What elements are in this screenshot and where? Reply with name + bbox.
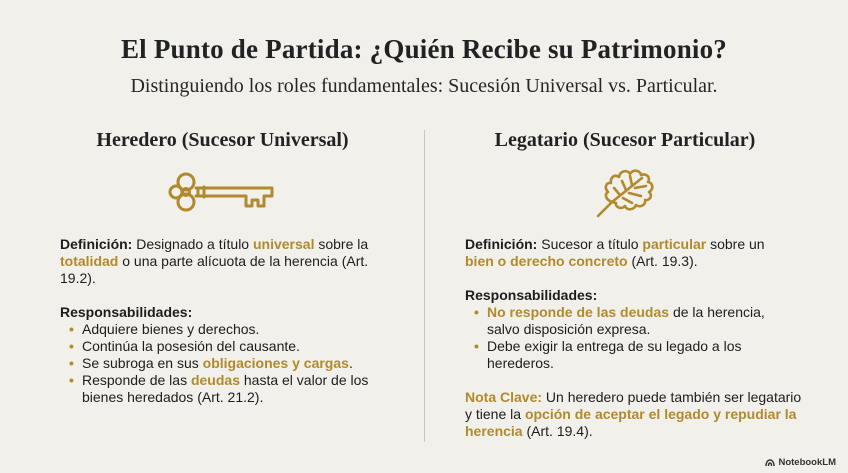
- heir-definition: [60, 236, 390, 287]
- list-item: • Se subroga en sus obligaciones y cargas.: [60, 355, 390, 372]
- list-item: • No responde de las deudas de la herencia, salvo disposición expresa.: [465, 304, 810, 338]
- responsibilities-label: Responsabilidades:: [60, 304, 193, 320]
- page-title: El Punto de Partida: ¿Quién Recibe su Patrimonio?: [120, 34, 728, 64]
- brand-label: NotebookLM: [778, 457, 836, 468]
- list-item: • Responde de las deudas hasta el valor de los bienes heredados (Art. 21.2).: [60, 372, 390, 406]
- key-note: [465, 389, 815, 440]
- definition-label: Definición:: [60, 236, 133, 252]
- definition-text: (Art. 19.3).: [627, 253, 698, 269]
- definition-text: sobre un: [706, 236, 765, 252]
- heir-responsibilities: [60, 304, 390, 406]
- list-item: • Adquiere bienes y derechos.: [60, 321, 390, 338]
- notebooklm-logo-icon: [765, 459, 775, 467]
- heir-heading: Heredero (Sucesor Universal): [96, 129, 349, 151]
- highlight-bien-concreto: bien o derecho concreto: [465, 253, 628, 269]
- highlight-universal: universal: [252, 236, 315, 252]
- oak-leaf-icon: [592, 164, 660, 225]
- definition-text: Sucesor a título: [537, 236, 643, 252]
- list-item: • Continúa la posesión del causante.: [60, 338, 390, 355]
- note-text: (Art. 19.4).: [522, 423, 593, 439]
- page-subtitle: Distinguiendo los roles fundamentales: Sucesión Universal vs. Particular.: [130, 75, 718, 97]
- highlight-totalidad: totalidad: [60, 253, 119, 269]
- definition-text: Designado a título: [132, 236, 253, 252]
- column-divider: [424, 130, 425, 442]
- definition-text: sobre la: [314, 236, 369, 252]
- brand-watermark: [765, 457, 836, 468]
- legatee-heading: Legatario (Sucesor Particular): [494, 129, 756, 151]
- definition-text: 19.2).: [60, 270, 96, 286]
- heir-responsibility-list: [60, 321, 390, 406]
- note-text: Un heredero puede también ser legatario: [542, 389, 802, 405]
- highlight-option: opción de aceptar el legado y repudiar la: [524, 406, 797, 422]
- key-icon: [168, 168, 276, 221]
- legatee-responsibilities: [465, 287, 810, 372]
- list-item: • Debe exigir la entrega de su legado a los herederos.: [465, 338, 810, 372]
- legatee-definition: [465, 236, 810, 270]
- definition-label: Definición:: [465, 236, 538, 252]
- note-label: Nota Clave:: [465, 389, 543, 405]
- legatee-responsibility-list: [465, 304, 810, 372]
- note-text: y tiene la: [465, 406, 525, 422]
- responsibilities-label: Responsabilidades:: [465, 287, 598, 303]
- highlight-particular: particular: [642, 236, 707, 252]
- highlight-herencia: herencia: [465, 423, 523, 439]
- definition-text: o una parte alícuota de la herencia (Art.: [118, 253, 369, 269]
